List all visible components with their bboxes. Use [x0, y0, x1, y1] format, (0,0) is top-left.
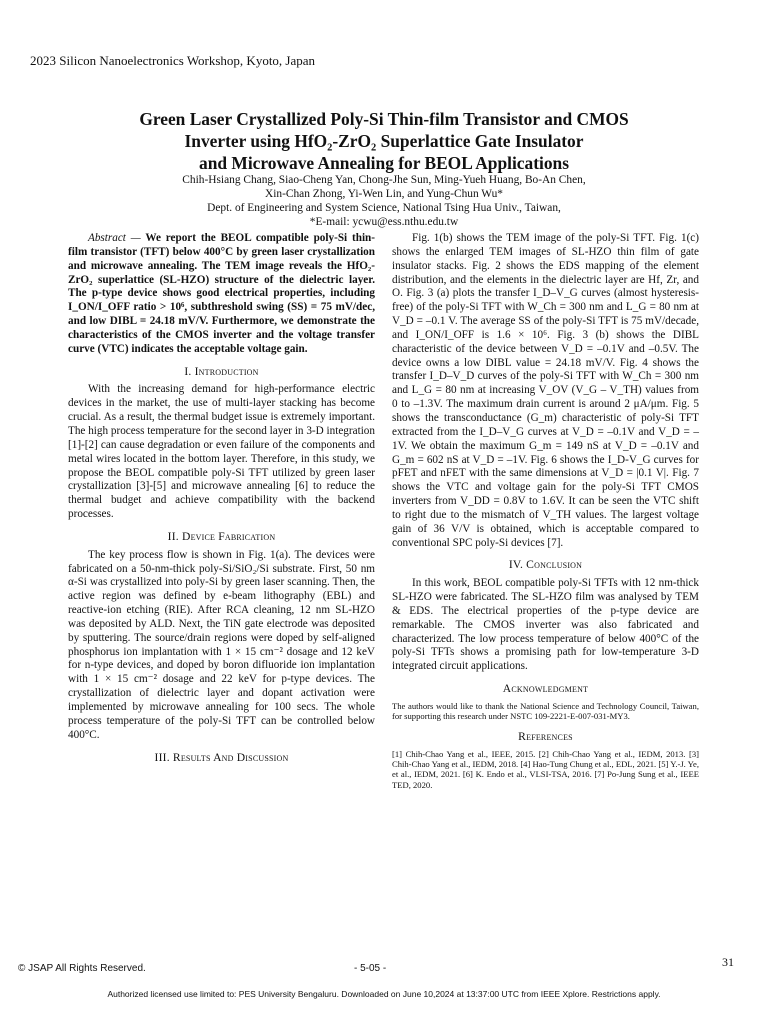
- intro-text: With the increasing demand for high-performance electric devices in the market, the use of multi-layer stacking has become crucial. As a result, the thermal budget issue is extremely important. The high process temperature for the second layer in 3-D integration [1]-[2] can cause degradation or even failure of the components and metal wires located in the bottom layer. Therefore, in this study, we propose the BEOL compatible poly-Si TFT utilized by green laser crystallization [3]-[5] and microwave annealing [6] to reduce the thermal budget and achieve compatibility with the backend processes.: [68, 383, 375, 521]
- title-line-3: and Microwave Annealing for BEOL Applications: [199, 153, 569, 173]
- abstract-label: Abstract —: [88, 232, 141, 244]
- license-notice: Authorized licensed use limited to: PES University Bengaluru. Downloaded on June 10,2024 at 13:37:00 UTC from IEEE Xplore. Restrictions apply.: [107, 989, 661, 999]
- intro-heading: I. Introduction: [184, 364, 259, 378]
- ack-heading: Acknowledgment: [502, 682, 589, 696]
- ack-text: The authors would like to thank the National Science and Technology Council, Taiwan, for supporting this research under NSTC 109-2221-E-007-031-MY3.: [392, 701, 699, 722]
- left-column: [68, 232, 375, 769]
- conclusion-heading: IV. Conclusion: [508, 558, 583, 572]
- references-text: [1] Chih-Chao Yang et al., IEEE, 2015. [2] Chih-Chao Yang et al., IEDM, 2013. [3] Chih-Chao Yang et al., IEDM, 2018. [4] Hao-Tung Chung et al., EDL, 2021. [5] Y.-J. Ye, et al., IEDM, 2021. [6] K. Endo et al., VLSI-TSA, 2016. [7] Po-Jung Sung et al., IEEE TED, 2020.: [392, 748, 699, 790]
- author-list-2: Xin-Chan Zhong, Yi-Wen Lin, and Yung-Chun Wu*: [264, 188, 503, 200]
- results-heading: III. Results And Discussion: [154, 750, 289, 764]
- author-block: [40, 173, 728, 229]
- abstract: [68, 232, 375, 357]
- page-number: 31: [722, 955, 734, 969]
- author-list-1: Chih-Hsiang Chang, Siao-Cheng Yan, Chong-Jhe Sun, Ming-Yueh Huang, Bo-An Chen,: [182, 174, 586, 186]
- fab-heading: II. Device Fabrication: [167, 529, 276, 543]
- fab-text: The key process flow is shown in Fig. 1(a). The devices were fabricated on a 50-nm-thick poly-Si/SiO₂/Si substrate. First, 50 nm α-Si was crystallized into poly-Si by green laser scanning. Then, the active region was defined by e-beam lithography (EBL) and reactive-ion etching (RIE). After RCA cleaning, 12 nm SL-HZO was deposited by ALD. Next, the TiN gate electrode was deposited by sputtering. The source/drain regions were doped by self-aligned phosphorus ion implantation with 1 × 15 cm⁻² dosage and 12 keV for n-type devices, and doped by boron difluoride ion implantation with 1 × 15 cm⁻² dosage and 22 keV for p-type devices. The crystallization of dielectric layer and dopant activation were implemented by microwave annealing for 100 secs. The whole process temperature of the poly-Si TFT can be controlled below 400°C.: [68, 548, 375, 741]
- title-line-2: Inverter using HfO₂-ZrO₂ Superlattice Gate Insulator: [184, 131, 584, 151]
- conference-header: 2023 Silicon Nanoelectronics Workshop, Kyoto, Japan: [30, 53, 316, 68]
- paper-title: [60, 108, 708, 174]
- copyright: © JSAP All Rights Reserved.: [18, 963, 146, 974]
- conclusion-text: In this work, BEOL compatible poly-Si TFTs with 12 nm-thick SL-HZO were fabricated. The SL-HZO film was analysed by TEM & EDS. The electrical properties of the p-type device are remarkable. The CMOS inverter was also fabricated and characterized. The low process temperature of below 400°C of the poly-Si TFTs shows a promising path for low-temperature 3-D integrated circuit applications.: [392, 577, 699, 673]
- results-text: Fig. 1(b) shows the TEM image of the poly-Si TFT. Fig. 1(c) shows the enlarged TEM images of SL-HZO thin film of gate insulator stacks. Fig. 2 shows the EDS mapping of the element distribution, and the elements in the dielectric layer are Hf, Zr, and O. Fig. 3 (a) plots the transfer I_D–V_G curves (almost hysteresis-free) of the poly-Si TFT with W_Ch = 300 nm and L_G = 80 nm at V_D = –0.1 V. The average SS of the poly-Si TFT is 75 mV/decade, and I_ON/I_OFF is 1.6 × 10⁶. Fig. 3 (b) shows the DIBL characteristic of the device between V_D = –0.1V and –0.5V. The device owns a low DIBL value = 24.18 mV/V. Fig. 4 shows the transfer I_D–V_D curves of the poly-Si TFT with W_Ch = 300 nm and L_G = 80 nm at increasing V_OV (V_G – V_TH) values from 0 to –1.3V. The maximum drain current is around 2 μA/μm. Fig. 5 shows the transconductance (G_m) characteristic of poly-Si TFT extracted from the I_D–V_G curves at V_D = –0.1V and V_D = –1V. We obtain the maximum G_m = 149 nS at V_D = –0.1V and G_m = 602 nS at V_D = –1V. Fig. 6 shows the I_D-V_G curves for pFET and nFET with the same dimensions at V_D = |0.1 V|. Fig. 7 shows the VTC and voltage gain for the poly-Si TFT CMOS inverters from V_DD = 0.8V to 1.6V. It can be seen the VTC shift to right due to the mismatch of V_TH values. The largest voltage gain of 36 V/V is obtained, which is acceptable compared to conventional SPC poly-Si devices [7].: [392, 232, 699, 549]
- title-line-1: Green Laser Crystallized Poly-Si Thin-film Transistor and CMOS: [139, 109, 629, 129]
- email: *E-mail: ycwu@ess.nthu.edu.tw: [309, 216, 459, 228]
- affiliation: Dept. of Engineering and System Science, National Tsing Hua Univ., Taiwan,: [207, 202, 561, 214]
- right-column: [392, 232, 699, 790]
- abstract-text: We report the BEOL compatible poly-Si thin-film transistor (TFT) below 400°C by green laser crystallization and microwave annealing. The TEM image reveals the HfO₂-ZrO₂ superlattice (SL-HZO) structure of the dielectric layer. The p-type device shows good electrical properties, including I_ON/I_OFF ratio > 10⁶, subthreshold swing (SS) = 75 mV/dec, and low DIBL = 24.18 mV/V. Furthermore, we demonstrate the characteristics of the CMOS inverter and the voltage transfer curve (VTC) indicates the acceptable voltage gain.: [68, 232, 376, 355]
- references-heading: References: [518, 729, 573, 743]
- page-label: - 5-05 -: [354, 963, 387, 974]
